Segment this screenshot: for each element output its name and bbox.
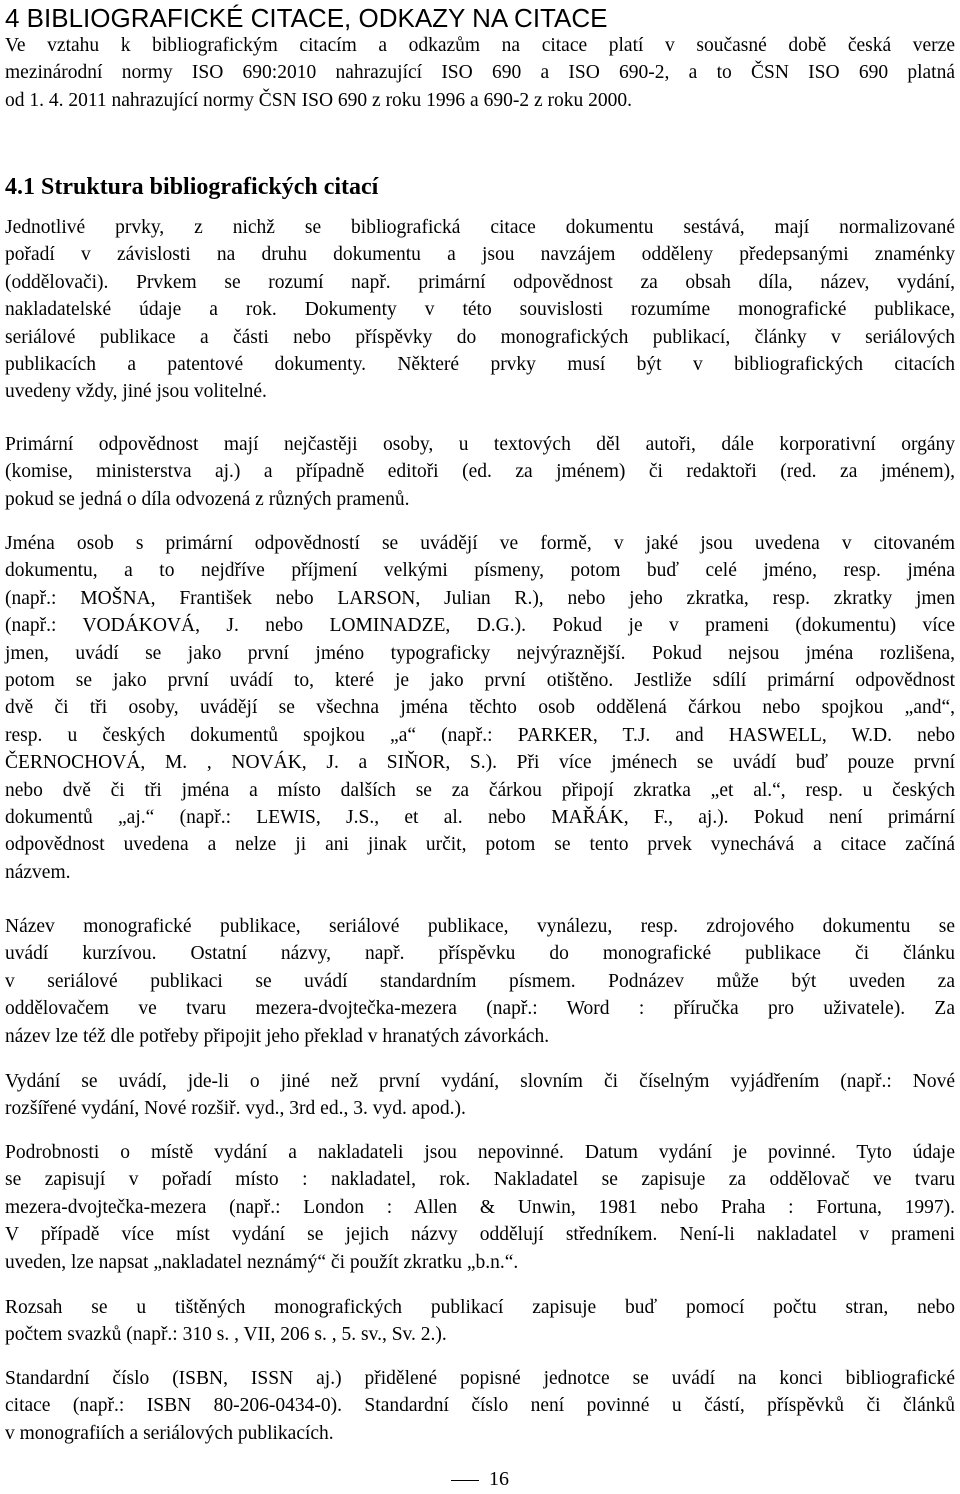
text-line: uvádí kurzívou. Ostatní názvy, např. příspěvku do monografické publikace či článku — [5, 943, 955, 965]
text-line: dokumentu, a to nejdříve příjmení velkými písmeny, potom buď celé jméno, resp. jména — [5, 560, 955, 582]
page-footer — [0, 1468, 960, 1491]
page-number: 16 — [489, 1468, 509, 1490]
text-line: dvě či tři osoby, uvádějí se všechna jména těchto osob oddělená čárkou nebo spojkou „and“, — [5, 697, 955, 719]
text-line: Podrobnosti o místě vydání a nakladateli jsou nepovinné. Datum vydání je povinné. Tyto údaje — [5, 1142, 955, 1163]
text-line: odpovědnost uvedena a nelze ji ani jinak určit, potom se tento prvek vynechává a citace začíná — [5, 834, 955, 856]
paragraph — [5, 1294, 955, 1349]
text-line: Rozsah se u tištěných monografických publikací zapisuje buď pomocí počtu stran, nebo — [5, 1297, 955, 1318]
text-line: publikacích a patentové dokumenty. Některé prvky musí být v bibliografických citacích — [5, 354, 955, 376]
text-line: (komise, ministerstva aj.) a případně editoři (ed. za jménem) či redaktoři (red. za jménem), — [5, 461, 955, 483]
text-line: (např.: VODÁKOVÁ, J. nebo LOMINADZE, D.G.). Pokud je v prameni (dokumentu) více — [5, 615, 955, 637]
text-line: Jednotlivé prvky, z nichž se bibliografická citace dokumentu sestává, mají normalizované — [5, 217, 955, 238]
text-line: se zapisují v pořadí místo : nakladatel, rok. Nakladatel se zapisuje za oddělovač ve tvaru — [5, 1169, 955, 1191]
text-line: jmen, uvádí se jako první jméno typograficky nejvýraznější. Pokud nejsou jména rozlišena, — [5, 642, 955, 664]
text-line: od 1. 4. 2011 nahrazující normy ČSN ISO 690 z roku 1996 a 690-2 z roku 2000. — [5, 89, 632, 111]
text-line: oddělovačem ve tvaru mezera-dvojtečka-mezera (např.: Word : příručka pro uživatele). Za — [5, 998, 955, 1020]
text-line: rozšířené vydání, Nové rozšiř. vyd., 3rd ed., 3. vyd. apod.). — [5, 1098, 466, 1120]
paragraph — [5, 214, 955, 406]
text-line: uvedeny vždy, jiné jsou volitelné. — [5, 381, 267, 403]
text-line: v seriálové publikaci se uvádí standardním písmem. Podnázev může být uveden za — [5, 970, 955, 992]
text-line: seriálové publikace a části nebo příspěvky do monografických publikací, články v seriálových — [5, 326, 955, 348]
text-line: počtem svazků (např.: 310 s. , VII, 206 s. , 5. sv., Sv. 2.). — [5, 1324, 447, 1346]
section-heading: 4.1 Struktura bibliografických citací — [5, 174, 379, 200]
text-line: Ve vztahu k bibliografickým citacím a odkazům na citace platí v současné době česká verze — [5, 35, 955, 56]
text-line: Vydání se uvádí, jde-li o jiné než první vydání, slovním či číselným vyjádřením (např.: Nové — [5, 1071, 955, 1092]
paragraph — [5, 32, 955, 114]
text-line: Jména osob s primární odpovědností se uvádějí ve formě, v jaké jsou uvedena v citovaném — [5, 533, 955, 554]
text-line: pořadí v závislosti na druhu dokumentu a jsou navzájem odděleny předepsanými znaménky — [5, 244, 955, 266]
text-line: (např.: MOŠNA, František nebo LARSON, Julian R.), nebo jeho zkratka, resp. zkratky jmen — [5, 587, 955, 609]
paragraph — [5, 1068, 955, 1123]
text-line: Primární odpovědnost mají nejčastěji osoby, u textových děl autoři, dále korporativní orgány — [5, 434, 955, 455]
text-line: v monografiích a seriálových publikacích. — [5, 1422, 334, 1444]
text-line: mezera-dvojtečka-mezera (např.: London : Allen & Unwin, 1981 nebo Praha : Fortuna, 1997). — [5, 1196, 955, 1218]
text-line: Standardní číslo (ISBN, ISSN aj.) přidělené popisné jednotce se uvádí na konci bibliografické — [5, 1368, 955, 1389]
footer-dash — [451, 1480, 479, 1481]
paragraph — [5, 431, 955, 513]
chapter-heading: 4 BIBLIOGRAFICKÉ CITACE, ODKAZY NA CITACE — [5, 3, 608, 33]
text-line: (oddělovači). Prvkem se rozumí např. primární odpovědnost za obsah díla, název, vydání, — [5, 271, 955, 293]
text-line: název lze též dle potřeby připojit jeho překlad v hranatých závorkách. — [5, 1025, 550, 1047]
text-line: názvem. — [5, 861, 71, 883]
text-line: dokumentů „aj.“ (např.: LEWIS, J.S., et al. nebo MAŘÁK, F., aj.). Pokud není primární — [5, 807, 955, 829]
text-line: pokud se jedná o díla odvozená z různých pramenů. — [5, 488, 410, 510]
text-line: uveden, lze napsat „nakladatel neznámý“ či použít zkratku „b.n.“. — [5, 1251, 519, 1273]
text-line: Název monografické publikace, seriálové publikace, vynálezu, resp. zdrojového dokumentu se — [5, 916, 955, 937]
paragraph — [5, 1139, 955, 1276]
text-line: potom se jako první uvádí to, které je jako první otištěno. Jestliže sdílí primární odpovědnost — [5, 670, 955, 692]
text-line: resp. u českých dokumentů spojkou „a“ (např.: PARKER, T.J. and HASWELL, W.D. nebo — [5, 724, 955, 746]
text-line: ČERNOCHOVÁ, M. , NOVÁK, J. a SIŇOR, S.). Při více jménech se uvádí buď pouze první — [5, 752, 955, 774]
text-line: nakladatelské údaje a rok. Dokumenty v této souvislosti rozumíme monografické publikace, — [5, 299, 955, 321]
paragraph — [5, 1365, 955, 1447]
text-line: mezinárodní normy ISO 690:2010 nahrazující ISO 690 a ISO 690-2, a to ČSN ISO 690 platná — [5, 62, 955, 84]
paragraph — [5, 530, 955, 886]
text-line: V případě více míst vydání se jejich názvy oddělují středníkem. Není-li nakladatel v prameni — [5, 1224, 955, 1246]
paragraph — [5, 913, 955, 1050]
text-line: citace (např.: ISBN 80-206-0434-0). Standardní číslo není povinné u částí, příspěvků či článků — [5, 1395, 955, 1417]
text-line: nebo dvě či tři jména a místo dalších se za čárkou připojí zkratka „et al.“, resp. u českých — [5, 779, 955, 801]
